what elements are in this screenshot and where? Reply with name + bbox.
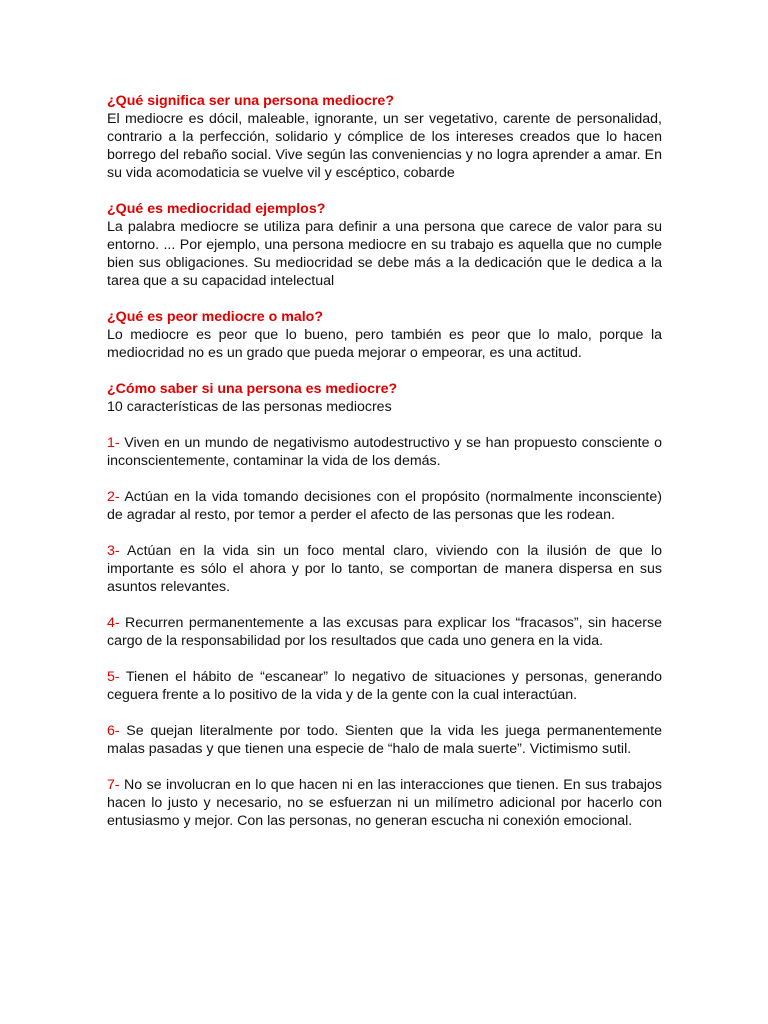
- section-paragraph: El mediocre es dócil, maleable, ignorante, un ser vegetativo, carente de personalidad, contrario a la perfección, solidario y cómplice de los intereses creados que lo hacen borrego del rebaño social. Vive según las conveniencias y no logra aprender a amar. En su vida acomodaticia se vuelve vil y escéptico, cobarde: [107, 111, 662, 181]
- section-examples: [107, 200, 662, 290]
- item-number: 7-: [107, 777, 120, 793]
- item-text: Viven en un mundo de negativismo autodestructivo y se han propuesto consciente o inconscientemente, contaminar la vida de los demás.: [107, 435, 662, 469]
- section-worse: [107, 308, 662, 362]
- item-number: 4-: [107, 615, 120, 631]
- item-number: 5-: [107, 669, 120, 685]
- section-paragraph: Lo mediocre es peor que lo bueno, pero también es peor que lo malo, porque la mediocridad no es un grado que pueda mejorar o empeorar, es una actitud.: [107, 327, 662, 361]
- list-item: [107, 614, 662, 650]
- section-heading: ¿Qué significa ser una persona mediocre?: [107, 93, 394, 109]
- item-text: Actúan en la vida sin un foco mental claro, viviendo con la ilusión de que lo importante es sólo el ahora y por lo tanto, se comportan de manera dispersa en sus asuntos relevantes.: [107, 543, 662, 595]
- item-text: No se involucran en lo que hacen ni en las interacciones que tienen. En sus trabajos hacen lo justo y necesario, no se esfuerzan ni un milímetro adicional por hacerlo con entusiasmo y mejor. Con las personas, no generan escucha ni conexión emocional.: [107, 777, 662, 829]
- section-heading: ¿Qué es mediocridad ejemplos?: [107, 201, 326, 217]
- list-item: [107, 668, 662, 704]
- section-meaning: [107, 92, 662, 182]
- item-number: 2-: [107, 489, 120, 505]
- item-text: Actúan en la vida tomando decisiones con el propósito (normalmente inconsciente) de agradar al resto, por temor a perder el afecto de las personas que les rodean.: [107, 489, 662, 523]
- section-paragraph: La palabra mediocre se utiliza para definir a una persona que carece de valor para su entorno. ... Por ejemplo, una persona mediocre en su trabajo es aquella que no cumple bien sus obligaciones. Su mediocridad se debe más a la dedicación que le dedica a la tarea que a su capacidad intelectual: [107, 219, 662, 289]
- item-text: Recurren permanentemente a las excusas para explicar los “fracasos”, sin hacerse cargo de la responsabilidad por los resultados que cada uno genera en la vida.: [107, 615, 662, 649]
- item-text: Tienen el hábito de “escanear” lo negativo de situaciones y personas, generando ceguera frente a lo positivo de la vida y de la gente con la cual interactúan.: [107, 669, 662, 703]
- section-heading: ¿Qué es peor mediocre o malo?: [107, 309, 324, 325]
- item-number: 3-: [107, 543, 120, 559]
- list-item: [107, 722, 662, 758]
- section-heading: ¿Cómo saber si una persona es mediocre?: [107, 381, 398, 397]
- item-text: Se quejan literalmente por todo. Sienten que la vida les juega permanentemente malas pasadas y que tienen una especie de “halo de mala suerte”. Victimismo sutil.: [107, 723, 662, 757]
- document-page: [107, 92, 662, 848]
- list-item: [107, 542, 662, 596]
- item-number: 6-: [107, 723, 120, 739]
- list-item: [107, 488, 662, 524]
- item-number: 1-: [107, 435, 120, 451]
- list-item: [107, 434, 662, 470]
- section-characteristics: [107, 380, 662, 830]
- list-intro: 10 características de las personas mediocres: [107, 399, 392, 415]
- list-item: [107, 776, 662, 830]
